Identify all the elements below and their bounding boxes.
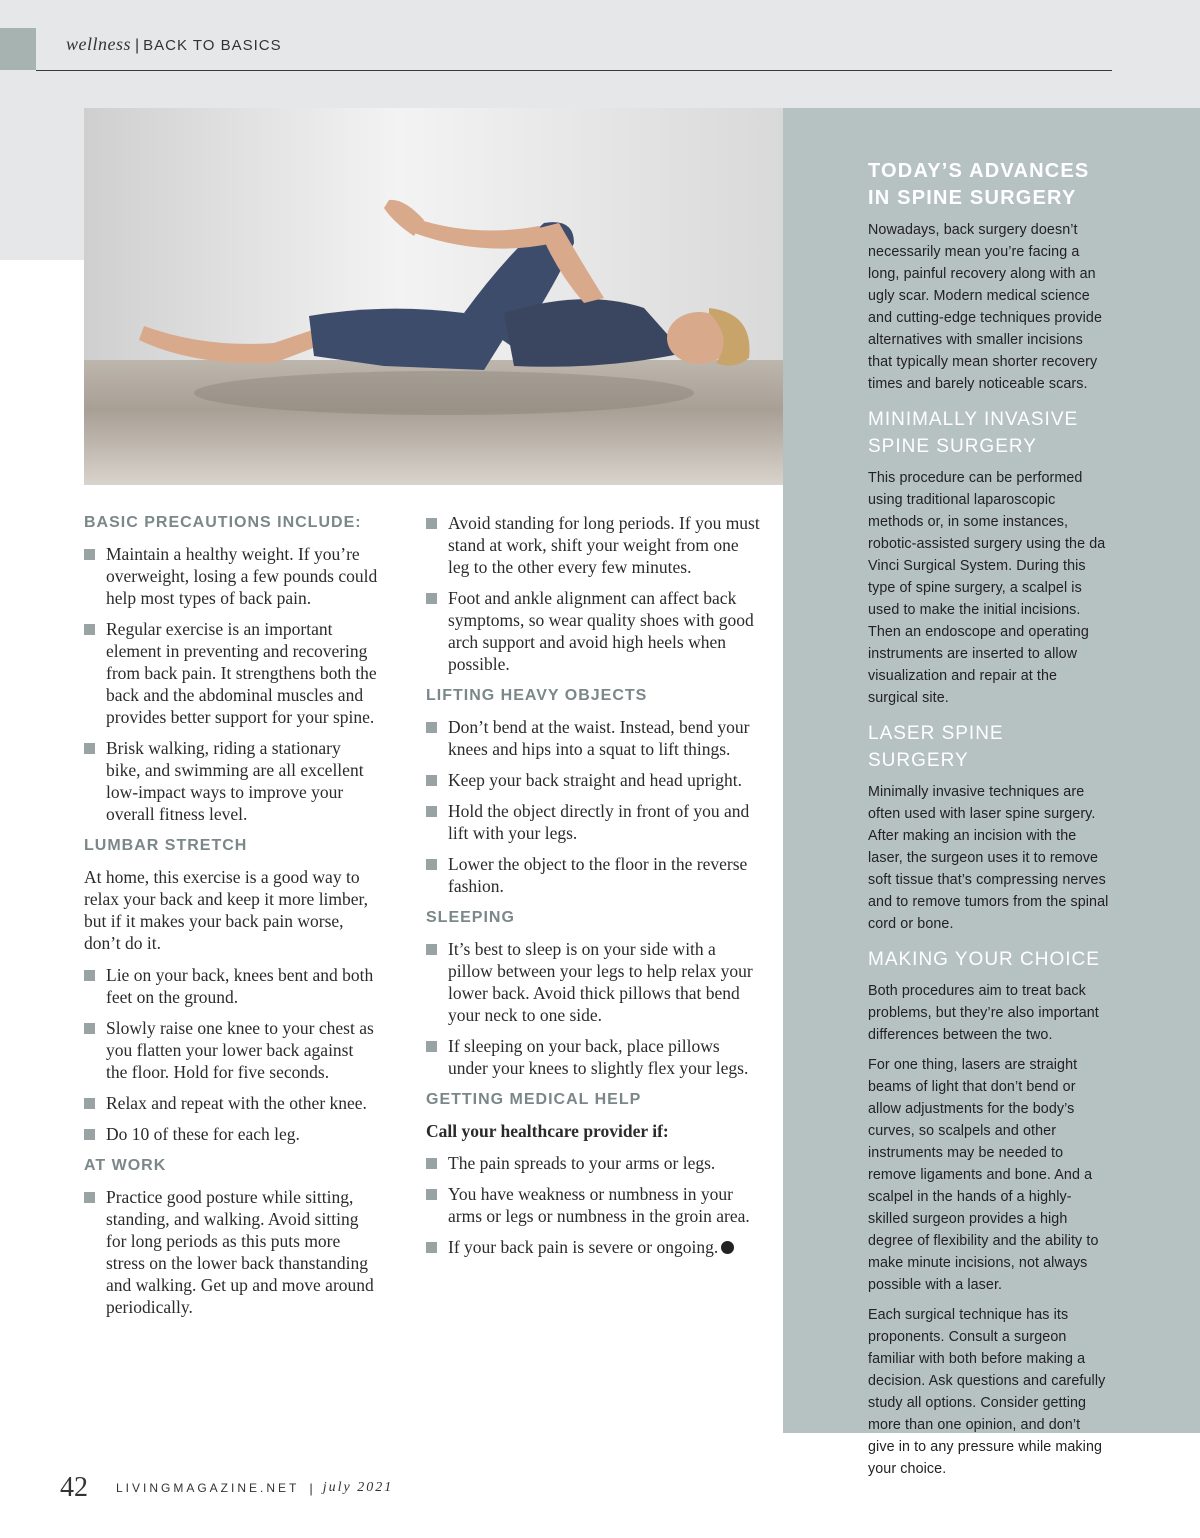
sidebar-choice-p1: Both procedures aim to treat back problems, but they’re also important differences between the two.: [868, 983, 1099, 1043]
sidebar-heading-mis: MINIMALLY INVASIVE SPINE SURGERY: [868, 409, 1079, 457]
list-item: Don’t bend at the waist. Instead, bend your knees and hips into a squat to lift things.: [426, 716, 760, 760]
precautions-list: [84, 543, 379, 825]
list-item: Slowly raise one knee to your chest as you flatten your lower back against the floor. Hold for five seconds.: [84, 1017, 379, 1083]
list-item: Hold the object directly in front of you and lift with your legs.: [426, 800, 760, 844]
list-item: You have weakness or numbness in your arms or legs or numbness in the groin area.: [426, 1183, 760, 1227]
bullet-square-icon: [426, 1189, 437, 1200]
list-item: Lie on your back, knees bent and both feet on the ground.: [84, 964, 379, 1008]
footer-separator: |: [309, 1480, 313, 1496]
sidebar-choice-p2: For one thing, lasers are straight beams of light that don’t bend or allow adjustments for the body’s curves, so scalpels and other instruments may be needed to remove ligaments and bone. And a scalpel in the hands of a highly-skilled surgeon provides a high degree of flexibility and the ability to make minute incisions, not always possible with a laser.: [868, 1057, 1099, 1293]
heading-medical-help: GETTING MEDICAL HELP: [426, 1091, 642, 1108]
bullet-square-icon: [426, 1158, 437, 1169]
article-column-1: [84, 512, 379, 1327]
woman-stretch-photo: [84, 108, 783, 485]
sidebar-intro: Nowadays, back surgery doesn’t necessarily mean you’re facing a long, painful recovery along with an ugly scar. Modern medical science and cutting-edge techniques provide alternatives with smaller incisions that typically mean shorter recovery times and barely noticeable scars.: [868, 222, 1103, 392]
heading-at-work: AT WORK: [84, 1157, 167, 1174]
sidebar-text-laser: Minimally invasive techniques are often used with laser spine surgery. After making an incision with the laser, the surgeon uses it to remove soft tissue that’s compressing nerves and to remove tumors from the spinal cord or bone.: [868, 784, 1109, 932]
list-item: Regular exercise is an important element in preventing and recovering from back pain. It strengthens both the back and the abdominal muscles and provides better support for your spine.: [84, 618, 379, 728]
medical-list: [426, 1152, 760, 1258]
sidebar-heading-choice: MAKING YOUR CHOICE: [868, 949, 1100, 970]
bullet-square-icon: [84, 1098, 95, 1109]
list-item: Brisk walking, riding a stationary bike, and swimming are all excellent low-impact ways to improve your overall fitness level.: [84, 737, 379, 825]
bullet-square-icon: [426, 593, 437, 604]
bullet-square-icon: [426, 775, 437, 786]
bullet-square-icon: [84, 1023, 95, 1034]
heading-basic-precautions: BASIC PRECAUTIONS INCLUDE:: [84, 514, 362, 531]
sleeping-list: [426, 938, 760, 1079]
lifting-list: [426, 716, 760, 897]
footer-issue: july 2021: [322, 1480, 394, 1495]
medical-intro: Call your healthcare provider if:: [426, 1121, 669, 1141]
page-number: 42: [60, 1472, 88, 1503]
bullet-square-icon: [426, 1041, 437, 1052]
header-topic: BACK TO BASICS: [143, 37, 282, 54]
list-item: Keep your back straight and head upright.: [426, 769, 760, 791]
left-accent-band: [0, 108, 84, 260]
header-section: wellness: [66, 34, 131, 54]
list-item: If your back pain is severe or ongoing.: [426, 1236, 760, 1258]
footer-site: LIVINGMAGAZINE.NET: [116, 1481, 300, 1495]
article-column-2: [426, 512, 760, 1267]
list-item: Relax and repeat with the other knee.: [84, 1092, 379, 1114]
list-item: Foot and ankle alignment can affect back symptoms, so wear quality shoes with good arch support and avoid high heels when possible.: [426, 587, 760, 675]
bullet-square-icon: [426, 722, 437, 733]
work-list: [84, 1186, 379, 1318]
sidebar-heading-laser: LASER SPINE SURGERY: [868, 723, 1004, 771]
end-mark-icon: [721, 1241, 734, 1254]
list-item: If sleeping on your back, place pillows under your knees to slightly flex your legs.: [426, 1035, 760, 1079]
list-item: Do 10 of these for each leg.: [84, 1123, 379, 1145]
work-list-continued: [426, 512, 760, 675]
sidebar-text-mis: This procedure can be performed using traditional laparoscopic methods or, in some instances, robotic-assisted surgery using the da Vinci Surgical System. During this type of spine surgery, a scalpel is used to make the initial incisions. Then an endoscope and operating instruments are inserted to allow visualization and repair at the surgical site.: [868, 470, 1106, 706]
list-item: Lower the object to the floor in the reverse fashion.: [426, 853, 760, 897]
lumbar-steps-list: [84, 964, 379, 1145]
lumbar-intro: At home, this exercise is a good way to relax your back and keep it more limber, but if it makes your back pain worse, don’t do it.: [84, 867, 369, 953]
list-item: Maintain a healthy weight. If you’re overweight, losing a few pounds could help most types of back pain.: [84, 543, 379, 609]
heading-lumbar-stretch: LUMBAR STRETCH: [84, 837, 248, 854]
heading-lifting: LIFTING HEAVY OBJECTS: [426, 687, 648, 704]
bullet-square-icon: [426, 806, 437, 817]
bullet-square-icon: [84, 624, 95, 635]
list-item: The pain spreads to your arms or legs.: [426, 1152, 760, 1174]
header-rule: [36, 70, 1112, 71]
sidebar-content: [868, 158, 1110, 1488]
bullet-square-icon: [84, 1192, 95, 1203]
sidebar-panel: [783, 108, 1200, 1477]
list-item: Practice good posture while sitting, standing, and walking. Avoid sitting for long periods as this puts more stress on the lower back thanstanding and walking. Get up and move around periodically.: [84, 1186, 379, 1318]
bullet-square-icon: [426, 518, 437, 529]
bullet-square-icon: [426, 944, 437, 955]
bullet-square-icon: [426, 1242, 437, 1253]
sidebar-title: TODAY’S ADVANCES IN SPINE SURGERY: [868, 160, 1090, 209]
header-separator: |: [135, 37, 140, 54]
corner-tab: [0, 28, 36, 70]
bullet-square-icon: [426, 859, 437, 870]
bullet-square-icon: [84, 549, 95, 560]
heading-sleeping: SLEEPING: [426, 909, 515, 926]
page-footer: [60, 1472, 393, 1504]
sidebar-choice-p3: Each surgical technique has its proponents. Consult a surgeon familiar with both before making a decision. Ask questions and carefully study all options. Consider getting more than one opinion, and don’t give in to any pressure while making your choice.: [868, 1307, 1106, 1477]
bullet-square-icon: [84, 743, 95, 754]
list-item: Avoid standing for long periods. If you must stand at work, shift your weight from one leg to the other every few minutes.: [426, 512, 760, 578]
list-item: It’s best to sleep is on your side with a pillow between your legs to help relax your lower back. Avoid thick pillows that bend your neck to one side.: [426, 938, 760, 1026]
running-header: [66, 34, 282, 55]
bullet-square-icon: [84, 1129, 95, 1140]
bullet-square-icon: [84, 970, 95, 981]
